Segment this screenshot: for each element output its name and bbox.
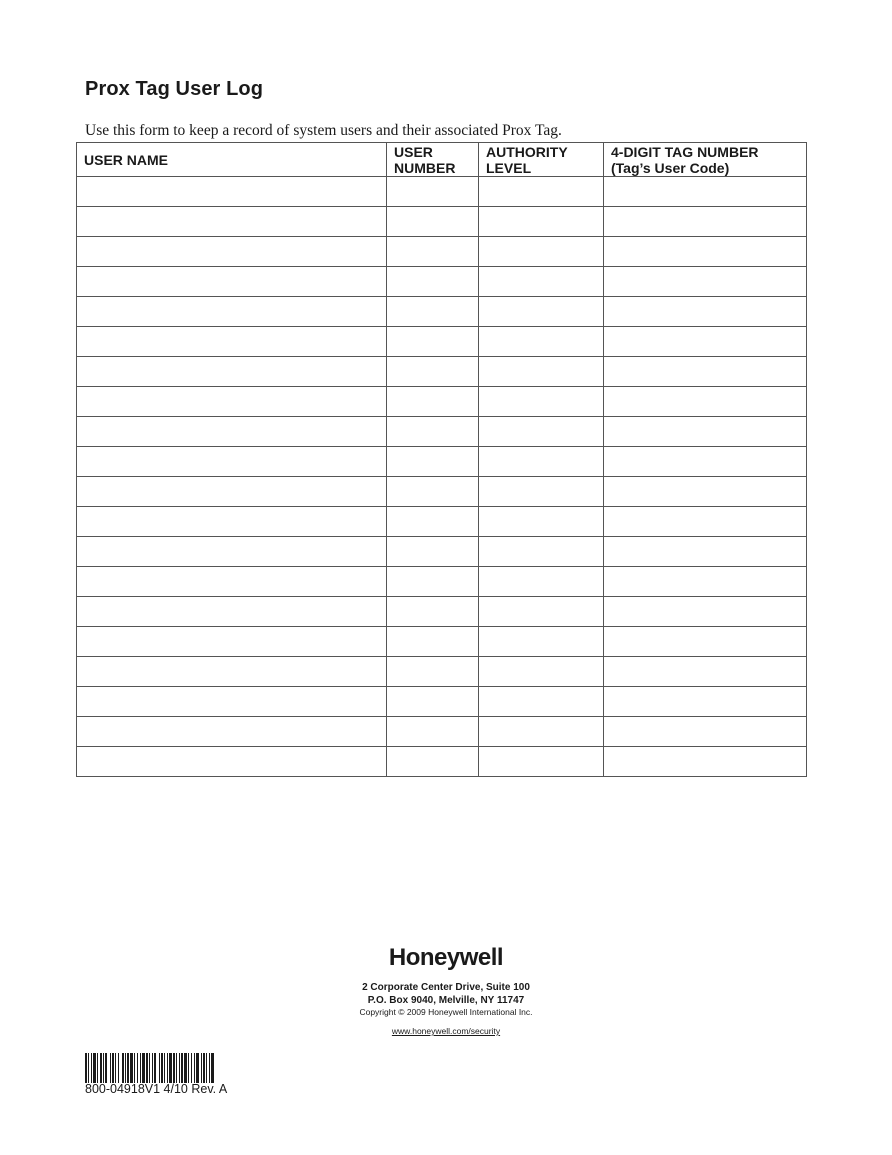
table-cell[interactable] — [604, 477, 807, 507]
barcode-bar — [134, 1053, 135, 1083]
barcode-bar — [115, 1053, 116, 1083]
table-cell[interactable] — [387, 357, 479, 387]
table-cell[interactable] — [604, 387, 807, 417]
table-row — [77, 297, 807, 327]
table-cell[interactable] — [77, 477, 387, 507]
barcode-bar — [159, 1053, 160, 1083]
address-line-2: P.O. Box 9040, Melville, NY 11747 — [367, 995, 525, 1006]
barcode-bar — [173, 1053, 175, 1083]
barcode-bar — [188, 1053, 189, 1083]
table-cell[interactable] — [77, 567, 387, 597]
barcode-bar — [201, 1053, 202, 1083]
table-row — [77, 567, 807, 597]
table-cell[interactable] — [604, 297, 807, 327]
table-cell[interactable] — [387, 537, 479, 567]
barcode-bar — [211, 1053, 214, 1083]
table-cell[interactable] — [604, 747, 807, 777]
table-cell[interactable] — [387, 627, 479, 657]
table-cell[interactable] — [387, 567, 479, 597]
header-authority-level — [479, 143, 604, 177]
table-cell[interactable] — [479, 297, 604, 327]
header-tag-number-line2: (Tag’s User Code) — [611, 159, 730, 176]
table-cell[interactable] — [77, 357, 387, 387]
table-cell[interactable] — [479, 687, 604, 717]
table-cell[interactable] — [387, 447, 479, 477]
honeywell-logo: Honeywell — [388, 944, 504, 971]
user-log-table — [76, 142, 807, 777]
table-cell[interactable] — [479, 447, 604, 477]
table-cell[interactable] — [77, 297, 387, 327]
barcode-bar — [122, 1053, 124, 1083]
header-user-name-label: USER NAME — [84, 151, 169, 168]
table-cell[interactable] — [387, 297, 479, 327]
barcode-bar — [206, 1053, 207, 1083]
table-row — [77, 507, 807, 537]
table-cell[interactable] — [387, 237, 479, 267]
table-cell[interactable] — [387, 417, 479, 447]
barcode-bar — [103, 1053, 104, 1083]
barcode-bar — [110, 1053, 111, 1083]
barcode-bar — [112, 1053, 114, 1083]
table-cell[interactable] — [479, 417, 604, 447]
header-authority-level-line2: LEVEL — [486, 159, 532, 176]
header-user-number-line1: USER — [394, 143, 433, 160]
table-cell[interactable] — [479, 477, 604, 507]
barcode-bar — [142, 1053, 145, 1083]
table-row — [77, 177, 807, 207]
header-tag-number — [604, 143, 807, 177]
barcode-bar — [137, 1053, 138, 1083]
table-cell[interactable] — [479, 567, 604, 597]
table-row — [77, 447, 807, 477]
barcode-bar — [154, 1053, 156, 1083]
barcode-bar — [164, 1053, 165, 1083]
table-cell[interactable] — [479, 177, 604, 207]
table-cell[interactable] — [479, 747, 604, 777]
table-cell[interactable] — [604, 267, 807, 297]
part-number: 800-04918V1 4/10 Rev. A — [85, 1082, 228, 1096]
barcode-bar — [140, 1053, 141, 1083]
table-row — [77, 627, 807, 657]
table-cell[interactable] — [604, 417, 807, 447]
table-cell[interactable] — [604, 567, 807, 597]
table-cell[interactable] — [479, 717, 604, 747]
table-cell[interactable] — [387, 327, 479, 357]
header-user-number — [387, 143, 479, 177]
table-cell[interactable] — [604, 237, 807, 267]
table-cell[interactable] — [77, 207, 387, 237]
table-cell[interactable] — [387, 657, 479, 687]
table-row — [77, 717, 807, 747]
table-cell[interactable] — [604, 537, 807, 567]
table-cell[interactable] — [77, 267, 387, 297]
barcode-bar — [181, 1053, 183, 1083]
table-cell[interactable] — [77, 327, 387, 357]
table-row — [77, 357, 807, 387]
table-cell[interactable] — [77, 657, 387, 687]
barcode-bar — [167, 1053, 168, 1083]
header-user-name — [77, 143, 387, 177]
table-cell[interactable] — [479, 597, 604, 627]
barcode-bar — [196, 1053, 199, 1083]
table-cell[interactable] — [387, 747, 479, 777]
barcode-bar — [152, 1053, 153, 1083]
table-cell[interactable] — [387, 717, 479, 747]
barcode-bar — [149, 1053, 150, 1083]
header-tag-number-line1: 4-DIGIT TAG NUMBER — [611, 143, 759, 160]
address-line-1: 2 Corporate Center Drive, Suite 100 — [362, 982, 530, 993]
table-cell[interactable] — [479, 207, 604, 237]
barcode-bar — [191, 1053, 192, 1083]
table-cell[interactable] — [604, 207, 807, 237]
barcode-bar — [184, 1053, 187, 1083]
barcode-bar — [209, 1053, 210, 1083]
table-row — [77, 477, 807, 507]
table-cell[interactable] — [604, 447, 807, 477]
table-header-row — [77, 143, 807, 177]
table-cell[interactable] — [604, 357, 807, 387]
table-cell[interactable] — [77, 627, 387, 657]
table-cell[interactable] — [604, 177, 807, 207]
barcode-bar — [176, 1053, 177, 1083]
website-link[interactable]: www.honeywell.com/security — [391, 1026, 501, 1036]
table-row — [77, 327, 807, 357]
barcode-bar — [93, 1053, 96, 1083]
barcode-bar — [194, 1053, 195, 1083]
table-cell[interactable] — [387, 387, 479, 417]
copyright-text: Copyright © 2009 Honeywell International Inc. — [359, 1007, 533, 1017]
table-row — [77, 747, 807, 777]
table-row — [77, 597, 807, 627]
table-cell[interactable] — [604, 507, 807, 537]
table-cell[interactable] — [387, 207, 479, 237]
table-cell[interactable] — [479, 507, 604, 537]
table-row — [77, 687, 807, 717]
table-cell[interactable] — [77, 387, 387, 417]
barcode-bar — [146, 1053, 148, 1083]
table-cell[interactable] — [77, 177, 387, 207]
barcode-bar — [105, 1053, 107, 1083]
barcode-bar — [130, 1053, 133, 1083]
table-cell[interactable] — [604, 687, 807, 717]
table-cell[interactable] — [479, 657, 604, 687]
table-cell[interactable] — [479, 237, 604, 267]
table-cell[interactable] — [77, 717, 387, 747]
barcode-bar — [97, 1053, 98, 1083]
barcode-bar — [179, 1053, 180, 1083]
table-cell[interactable] — [479, 627, 604, 657]
table-cell[interactable] — [387, 687, 479, 717]
barcode-bar — [203, 1053, 205, 1083]
table-row — [77, 417, 807, 447]
table-row — [77, 657, 807, 687]
table-row — [77, 387, 807, 417]
table-cell[interactable] — [604, 657, 807, 687]
barcode-bar — [118, 1053, 119, 1083]
header-user-number-line2: NUMBER — [394, 159, 456, 176]
intro-text: Use this form to keep a record of system users and their associated Prox Tag. — [85, 122, 562, 139]
table-cell[interactable] — [479, 387, 604, 417]
table-cell[interactable] — [479, 537, 604, 567]
table-cell[interactable] — [387, 177, 479, 207]
table-cell[interactable] — [77, 507, 387, 537]
header-authority-level-line1: AUTHORITY — [486, 143, 568, 160]
barcode-bar — [100, 1053, 102, 1083]
table-cell[interactable] — [387, 267, 479, 297]
barcode-bar — [88, 1053, 89, 1083]
barcode-bar — [161, 1053, 163, 1083]
page-title: Prox Tag User Log — [85, 78, 264, 100]
table-row — [77, 537, 807, 567]
table-cell[interactable] — [77, 747, 387, 777]
barcode — [85, 1053, 330, 1083]
table-cell[interactable] — [479, 357, 604, 387]
table-cell[interactable] — [77, 597, 387, 627]
table-cell[interactable] — [77, 237, 387, 267]
table-cell[interactable] — [604, 597, 807, 627]
table-cell[interactable] — [479, 327, 604, 357]
table-body — [77, 177, 807, 777]
barcode-bar — [169, 1053, 172, 1083]
table-row — [77, 237, 807, 267]
barcode-bar — [127, 1053, 129, 1083]
barcode-bar — [85, 1053, 87, 1083]
table-row — [77, 207, 807, 237]
table-cell[interactable] — [77, 537, 387, 567]
table-cell[interactable] — [77, 447, 387, 477]
table-cell[interactable] — [604, 327, 807, 357]
table-cell[interactable] — [387, 507, 479, 537]
table-cell[interactable] — [387, 597, 479, 627]
table-row — [77, 267, 807, 297]
barcode-bar — [125, 1053, 126, 1083]
barcode-bar — [91, 1053, 92, 1083]
table-cell[interactable] — [604, 627, 807, 657]
table-cell[interactable] — [479, 267, 604, 297]
table-cell[interactable] — [604, 717, 807, 747]
table-cell[interactable] — [77, 417, 387, 447]
table-cell[interactable] — [77, 687, 387, 717]
table-cell[interactable] — [387, 477, 479, 507]
